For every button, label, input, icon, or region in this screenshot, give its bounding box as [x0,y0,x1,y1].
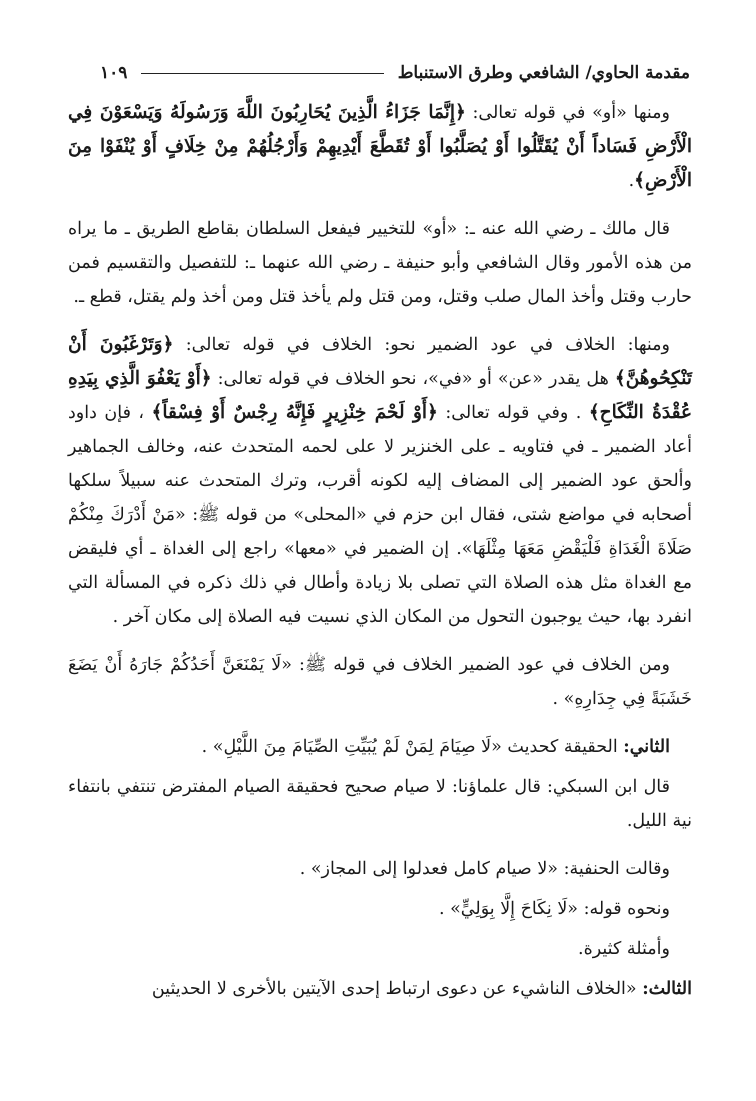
paragraph-neighbor [68,648,692,716]
paragraph-hanafi: وقالت الحنفية: «لا صيام كامل فعدلوا إلى المجاز» . [299,859,670,879]
paragraph-lead: الحقيقة كحديث [501,737,624,757]
paragraph-tail: . [201,737,213,757]
paragraph-or-verse [68,96,692,198]
hadith-quote: «لَا نِكَاحَ إِلَّا بِوَلِيٍّ» [450,899,579,919]
paragraph-segment: هل يقدر «عن» أو «في»، نحو الخلاف في قوله تعالى: [211,369,615,389]
paragraph-tail: . [552,689,564,709]
paragraph-text: «الخلاف الناشيء عن دعوى ارتباط إحدى الآيتين بالأخرى لا الحديثين [151,979,643,999]
section-label: الثالث: [642,979,692,999]
quran-verse: ﴿أَوْ لَحْمَ خِنْزِيرٍ فَإِنَّهُ رِجْسٌ أَوْ فِسْقاً﴾ [151,402,438,423]
section-label: الثاني: [623,737,670,757]
paragraph-nikah [68,892,692,926]
paragraph-third [68,972,692,1006]
running-title: مقدمة الحاوي/ الشافعي وطرق الاستنباط [397,63,690,83]
paragraph-pronoun [68,328,692,634]
page-header [100,58,690,88]
paragraph-segment: ومنها: الخلاف في عود الضمير نحو: الخلاف في قوله تعالى: [173,335,670,355]
hadith-quote: «لَا صِيَامَ لِمَنْ لَمْ يُبَيِّتِ الصِّيَامَ مِنَ اللَّيْلِ» [212,737,502,757]
paragraph-segment: . وفي قوله تعالى: [437,403,589,423]
paragraph-malik: قال مالك ـ رضي الله عنه ـ: «أو» للتخيير فيفعل السلطان بقاطع الطريق ـ ما يراه من هذه الأمور وقال الشافعي وأبو حنيفة ـ رضي الله عنهما ـ: للتفصيل والتقسيم فمن حارب وقتل وأخذ المال صلب وقتل، ومن قتل ولم يأخذ قتل ومن أخذ ولم يقتل، قطع ـ. [68,219,692,307]
hadith-quote: «لَا يَمْنَعَنَّ أَحَدُكُمْ جَارَهُ أَنْ يَضَعَ خَشَبَةً فِي جِدَارِهِ» [68,655,692,709]
paragraph-lead: ومنها «أو» في قوله تعالى: [465,103,670,123]
paragraph-tail: . [628,171,635,191]
paragraph-examples: وأمثلة كثيرة. [578,939,670,959]
paragraph-subki: قال ابن السبكي: قال علماؤنا: لا صيام صحيح فحقيقة الصيام المفترض تنتفي بانتفاء نية الليل. [68,777,692,831]
paragraph-lead: ومن الخلاف في عود الضمير الخلاف في قوله ﷺ: [291,655,670,675]
quran-verse: ﴿أَوْ يَعْفُوَ الَّذِي بِيَدِهِ عُقْدَةُ النِّكَاحِ﴾ [68,368,692,423]
page-number: ١٠٩ [100,63,128,83]
paragraph-tail: . [438,899,451,919]
quran-verse: ﴿وَتَرْغَبُونَ أَنْ تَنْكِحُوهُنَّ﴾ [68,334,692,389]
paragraph-segment: ، فإن داود أعاد الضمير ـ في فتاويه ـ على الخنزير لا على لحمه المتحدث عنه، وخالف الجماهير وألحق عود الضمير إلى المضاف إليه لكونه أقرب، وترك المتحدث عنه سبيلاً سلكها أصحابه في مواضع شتى، فقال ابن حزم في «المحلى» من قوله ﷺ: [68,403,692,525]
hadith-quote: «مَنْ أَدْرَكَ مِنْكُمْ صَلَاةَ الْغَدَاةِ فَلْيَقْضِ مَعَهَا مِثْلَهَا» [68,505,693,559]
paragraph-second [68,730,692,764]
quran-verse: ﴿إِنَّمَا جَزَاءُ الَّذِينَ يُحَارِبُونَ اللَّهَ وَرَسُولَهُ وَيَسْعَوْنَ فِي الْأَرْضِ فَسَاداً أَنْ يُقَتَّلُوا أَوْ يُصَلَّبُوا أَوْ تُقَطَّعَ أَيْدِيهِمْ وَأَرْجُلُهُمْ مِنْ خِلَافٍ أَوْ يُنْفَوْا مِنَ الْأَرْضِ﴾ [68,102,692,191]
page-body [68,96,692,1020]
header-rule [141,73,383,74]
paragraph-lead: ونحوه قوله: [578,899,670,919]
paragraph-segment: . إن الضمير في «معها» راجع إلى الغداة ـ أي فليقض مع الغداة مثل هذه الصلاة التي تصلى بلا زيادة وأطال في ذلك ذكره في المسألة التي انفرد بها، حيث يوجبون التحول من المكان الذي نسيت فيه الصلاة إلى مكان آخر . [68,539,692,627]
